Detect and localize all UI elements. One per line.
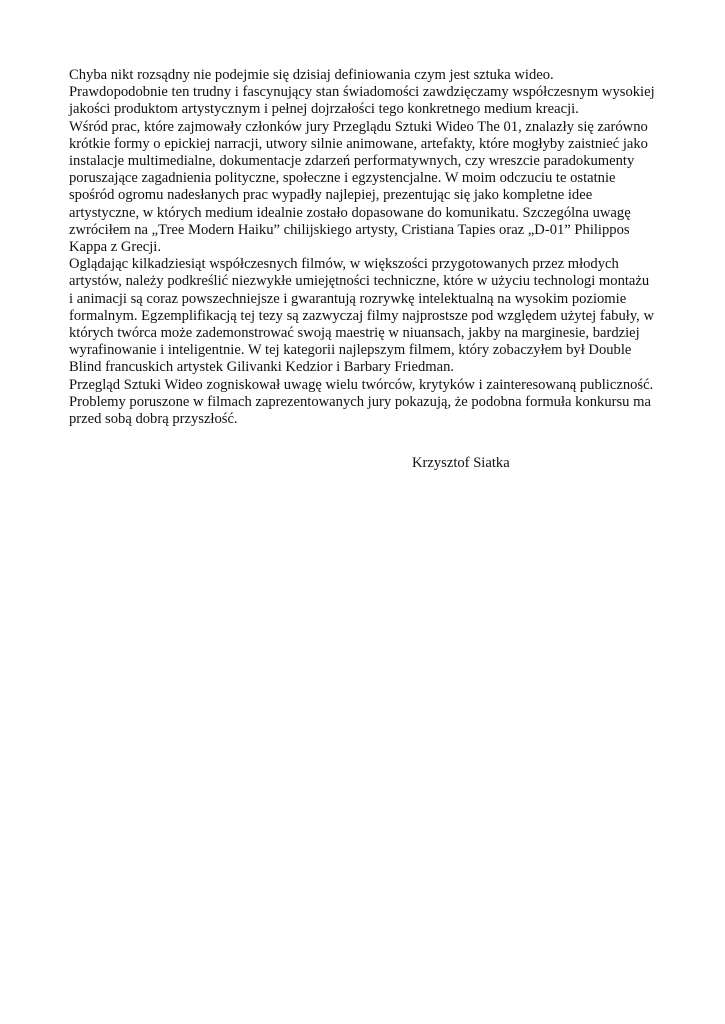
text-line: wyrafinowanie i inteligentnie. W tej kategorii najlepszym filmem, który zobaczyłem był Double <box>69 342 632 359</box>
text-line: Przegląd Sztuki Wideo zogniskował uwagę wielu twórców, krytyków i zainteresowaną publiczność. <box>69 376 654 393</box>
text-line: których twórca może zademonstrować swoją maestrię w niuansach, jakby na marginesie, bardziej <box>69 325 640 342</box>
text-line: artystyczne, w których medium idealnie zostało dopasowane do komunikatu. Szczególna uwagę <box>69 204 631 221</box>
text-line: krótkie formy o epickiej narracji, utwory silnie animowane, artefakty, które mogłyby zaistnieć jako <box>69 135 648 152</box>
text-line: zwróciłem na „Tree Modern Haiku” chilijskiego artysty, Cristiana Tapies oraz „D-01” Philippos <box>69 221 630 238</box>
text-line: spośród ogromu nadesłanych prac wypadły najlepiej, prezentując się jako kompletne idee <box>69 187 593 204</box>
text-line: poruszające zagadnienia polityczne, społeczne i egzystencjalne. W moim odczuciu te ostatnie <box>69 170 616 187</box>
text-line: i animacji są coraz powszechniejsze i gwarantują rozrywkę intelektualną na wysokim poziomie <box>69 290 627 307</box>
text-line: Oglądając kilkadziesiąt współczesnych filmów, w większości przygotowanych przez młodych <box>69 256 619 273</box>
text-line: formalnym. Egzemplifikacją tej tezy są zazwyczaj filmy najprostsze pod względem użytej fabuły, w <box>69 307 655 324</box>
text-line: artystów, należy podkreślić niezwykłe umiejętności techniczne, które w użyciu technologi montażu <box>69 273 650 290</box>
author-signature: Krzysztof Siatka <box>412 455 510 471</box>
text-line: instalacje multimedialne, dokumentacje zdarzeń performatywnych, czy wreszcie paradokumenty <box>69 153 635 170</box>
text-line: jakości produktom artystycznym i pełnej dojrzałości tego konkretnego medium kreacji. <box>69 101 579 118</box>
text-line: Chyba nikt rozsądny nie podejmie się dzisiaj definiowania czym jest sztuka wideo. <box>69 67 554 83</box>
document-body <box>69 67 661 428</box>
text-line: Wśród prac, które zajmowały członków jury Przeglądu Sztuki Wideo The 01, znalazły się zarówno <box>69 118 648 135</box>
text-line: Kappa z Grecji. <box>69 239 161 256</box>
text-line: przed sobą dobrą przyszłość. <box>69 411 238 428</box>
text-line: Prawdopodobnie ten trudny i fascynujący stan świadomości zawdzięczamy współczesnym wysokiej <box>69 84 655 101</box>
text-line: Problemy poruszone w filmach zaprezentowanych jury pokazują, że podobna formuła konkursu ma <box>69 393 651 410</box>
text-line: Blind francuskich artystek Gilivanki Kedzior i Barbary Friedman. <box>69 359 455 376</box>
